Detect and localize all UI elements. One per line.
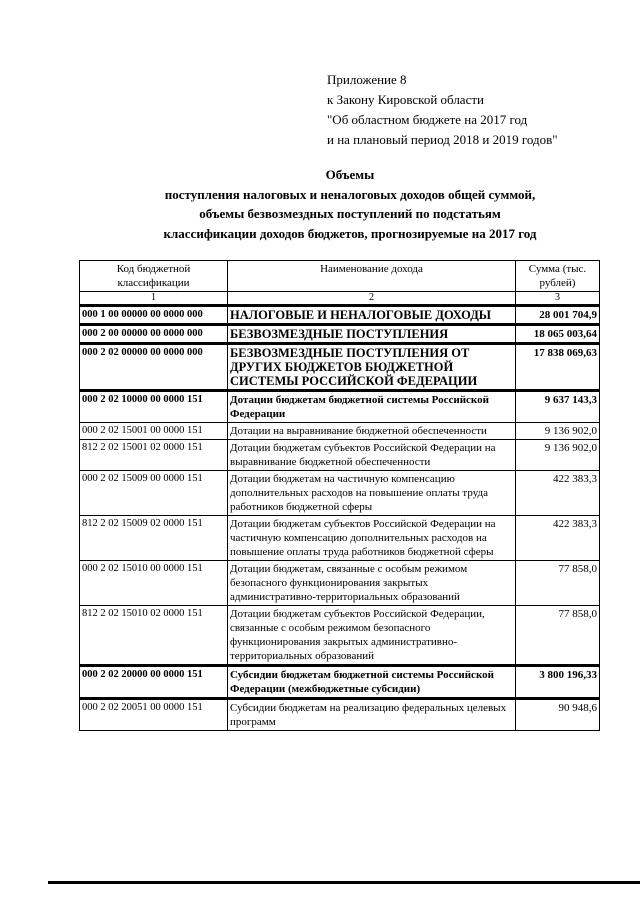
row-name: Субсидии бюджетам бюджетной системы Российской Федерации (межбюджетные субсидии) — [228, 666, 516, 699]
row-code: 000 2 02 20051 00 0000 151 — [80, 699, 228, 731]
row-name: Дотации на выравнивание бюджетной обеспеченности — [228, 423, 516, 440]
row-code: 812 2 02 15010 02 0000 151 — [80, 606, 228, 666]
column-number: 2 — [228, 292, 516, 306]
row-amount: 3 800 196,33 — [516, 666, 600, 699]
header-amount: Сумма (тыс. рублей) — [516, 261, 600, 292]
row-amount: 422 383,3 — [516, 516, 600, 561]
revenue-table — [79, 260, 600, 731]
row-name: Дотации бюджетам на частичную компенсацию дополнительных расходов на повышение оплаты труда работников бюджетной сферы — [228, 471, 516, 516]
row-code: 000 2 00 00000 00 0000 000 — [80, 325, 228, 344]
row-code: 000 2 02 15001 00 0000 151 — [80, 423, 228, 440]
row-code: 000 2 02 00000 00 0000 000 — [80, 344, 228, 391]
row-amount: 18 065 003,64 — [516, 325, 600, 344]
table-row — [80, 471, 600, 516]
row-amount: 17 838 069,63 — [516, 344, 600, 391]
row-code: 000 2 02 15010 00 0000 151 — [80, 561, 228, 606]
row-name: Дотации бюджетам субъектов Российской Федерации на выравнивание бюджетной обеспеченности — [228, 440, 516, 471]
row-amount: 90 948,6 — [516, 699, 600, 731]
row-amount: 28 001 704,9 — [516, 306, 600, 325]
table-row — [80, 561, 600, 606]
appendix-line: и на плановый период 2018 и 2019 годов" — [327, 132, 558, 147]
row-code: 000 2 02 15009 00 0000 151 — [80, 471, 228, 516]
row-amount: 9 136 902,0 — [516, 440, 600, 471]
row-amount: 422 383,3 — [516, 471, 600, 516]
row-amount: 77 858,0 — [516, 561, 600, 606]
document-title — [80, 165, 620, 243]
title-line: классификации доходов бюджетов, прогнозируемые на 2017 год — [163, 225, 537, 241]
header-code: Код бюджетной классификации — [80, 261, 228, 292]
row-amount: 77 858,0 — [516, 606, 600, 666]
row-name: Дотации бюджетам субъектов Российской Федерации на частичную компенсацию дополнительных расходов на повышение оплаты труда работников бюджетной сферы — [228, 516, 516, 561]
table-header-row — [80, 261, 600, 292]
table-row — [80, 606, 600, 666]
row-name: НАЛОГОВЫЕ И НЕНАЛОГОВЫЕ ДОХОДЫ — [228, 306, 516, 325]
row-code: 000 1 00 00000 00 0000 000 — [80, 306, 228, 325]
table-row — [80, 516, 600, 561]
column-number: 3 — [516, 292, 600, 306]
row-amount: 9 136 902,0 — [516, 423, 600, 440]
table-row — [80, 440, 600, 471]
title-line: Объемы — [325, 167, 375, 182]
row-name: Субсидии бюджетам на реализацию федеральных целевых программ — [228, 699, 516, 731]
table-row — [80, 391, 600, 423]
row-code: 000 2 02 10000 00 0000 151 — [80, 391, 228, 423]
title-line: объемы безвозмездных поступлений по подстатьям — [199, 206, 501, 221]
table-row — [80, 423, 600, 440]
table-row — [80, 699, 600, 731]
appendix-line: "Об областном бюджете на 2017 год — [327, 112, 528, 127]
row-name: Дотации бюджетам субъектов Российской Федерации, связанные с особым режимом безопасного функционирования закрытых административно-территориальных образований — [228, 606, 516, 666]
row-name: Дотации бюджетам, связанные с особым режимом безопасного функционирования закрытых административно-территориальных образований — [228, 561, 516, 606]
appendix-line: к Закону Кировской области — [327, 92, 484, 107]
column-number-row — [80, 292, 600, 306]
table-row — [80, 306, 600, 325]
table-row — [80, 666, 600, 699]
title-line: поступления налоговых и неналоговых доходов общей суммой, — [164, 186, 536, 202]
page-bottom-rule — [48, 881, 640, 884]
row-name: Дотации бюджетам бюджетной системы Российской Федерации — [228, 391, 516, 423]
table-row — [80, 344, 600, 391]
row-code: 812 2 02 15009 02 0000 151 — [80, 516, 228, 561]
appendix-note — [327, 70, 558, 150]
header-name: Наименование дохода — [228, 261, 516, 292]
table-row — [80, 325, 600, 344]
row-code: 000 2 02 20000 00 0000 151 — [80, 666, 228, 699]
row-amount: 9 637 143,3 — [516, 391, 600, 423]
row-name: БЕЗВОЗМЕЗДНЫЕ ПОСТУПЛЕНИЯ — [228, 325, 516, 344]
column-number: 1 — [80, 292, 228, 306]
row-name: БЕЗВОЗМЕЗДНЫЕ ПОСТУПЛЕНИЯ ОТ ДРУГИХ БЮДЖЕТОВ БЮДЖЕТНОЙ СИСТЕМЫ РОССИЙСКОЙ ФЕДЕРАЦИИ — [228, 344, 516, 391]
appendix-line: Приложение 8 — [327, 72, 407, 87]
row-code: 812 2 02 15001 02 0000 151 — [80, 440, 228, 471]
